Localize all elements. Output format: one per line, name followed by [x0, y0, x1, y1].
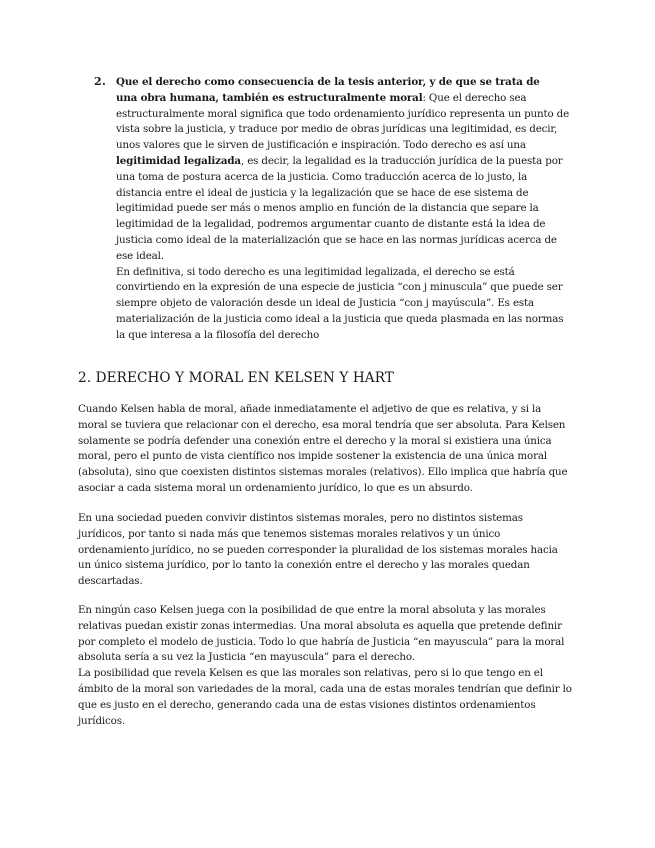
text-line: La posibilidad que revela Kelsen es que las morales son relativas, pero si lo que tengo en el	[78, 667, 543, 680]
text-line: por completo el modelo de justicia. Todo lo que habría de Justicia “en mayuscula” para la moral	[78, 635, 565, 648]
paragraph-kelsen-relative-moral	[78, 402, 578, 497]
text-line: siempre objeto de valoración desde un ideal de Justicia “con j mayúscula”. Es esta	[116, 297, 534, 310]
section-heading: 2. DERECHO Y MORAL EN KELSEN Y HART	[78, 370, 394, 386]
text-line: que es justo en el derecho, generando cada una de estas visiones distintos ordenamientos	[78, 698, 536, 711]
text-line: Que el derecho como consecuencia de la tesis anterior, y de que se trata de	[116, 76, 540, 88]
text-line: unos valores que le sirven de justificación e inspiración. Todo derecho es así una	[116, 139, 526, 152]
text-line: En una sociedad pueden convivir distintos sistemas morales, pero no distintos sistemas	[78, 512, 523, 524]
text-line: estructuralmente moral significa que todo ordenamiento jurídico representa un punto de	[116, 107, 570, 120]
text-line: una toma de postura acerca de la justicia. Como traducción acerca de lo justo, la	[116, 170, 528, 183]
list-item-number: 2.	[94, 75, 107, 88]
text-line: ese ideal.	[116, 249, 164, 262]
text-line: legitimidad de la legalidad, podremos argumentar cuanto de distante está la idea de	[116, 218, 546, 231]
text-line: solamente se podría defender una conexión entre el derecho y la moral si existiera una única	[78, 434, 552, 447]
list-item-text	[116, 75, 586, 344]
paragraph-absolute-moral	[78, 603, 578, 729]
text-line: la que interesa a la filosofía del derecho	[116, 328, 320, 341]
text-line: vista sobre la justicia, y traduce por medio de obras jurídicas una legitimidad, es decir,	[116, 123, 558, 136]
text-line: materialización de la justicia como ideal a la justicia que queda plasmada en las normas	[116, 312, 564, 325]
paragraph-society-systems	[78, 511, 578, 590]
text-line: En definitiva, si todo derecho es una legitimidad legalizada, el derecho se está	[116, 265, 515, 278]
text-line: moral se tuviera que relacionar con el derecho, esa moral tendría que ser absoluta. Para Kelsen	[78, 418, 566, 431]
text-line: ámbito de la moral son variedades de la moral, cada una de estas morales tendrían que definir lo	[78, 682, 572, 695]
text-line: absoluta sería a su vez la Justicia “en mayuscula” para el derecho.	[78, 651, 415, 664]
text-line: ordenamiento jurídico, no se pueden corresponder la pluralidad de los sistemas morales hacia	[78, 543, 558, 556]
text-line: legitimidad legalizada, es decir, la legalidad es la traducción jurídica de la puesta por	[116, 154, 563, 167]
text-line: distancia entre el ideal de justicia y la legalización que se hace de ese sistema de	[116, 186, 529, 199]
text-line: justicia como ideal de la materialización que se hace en las normas jurídicas acerca de	[116, 233, 557, 246]
text-line: jurídicos.	[78, 714, 125, 727]
text-line: En ningún caso Kelsen juega con la posibilidad de que entre la moral absoluta y las morales	[78, 604, 546, 616]
text-line: moral, pero el punto de vista científico nos impide sostener la existencia de una única moral	[78, 450, 547, 463]
text-line: asociar a cada sistema moral un ordenamiento jurídico, lo que es un absurdo.	[78, 481, 473, 494]
text-line: relativas puedan existir zonas intermedias. Una moral absoluta es aquella que pretende definir	[78, 619, 562, 632]
text-line: convirtiendo en la expresión de una especie de justicia “con j minuscula” que puede ser	[116, 281, 563, 294]
text-line: descartadas.	[78, 575, 143, 588]
text-line: legitimidad puede ser más o menos amplio en función de la distancia que separe la	[116, 202, 539, 215]
text-line: (absoluta), sino que coexisten distintos sistemas morales (relativos). Ello implica que habría que	[78, 466, 568, 479]
text-line: jurídicos, por tanto si nada más que tenemos sistemas morales relativos y un único	[78, 527, 501, 540]
text-line: Cuando Kelsen habla de moral, añade inmediatamente el adjetivo de que es relativa, y si la	[78, 403, 542, 415]
text-line: una obra humana, también es estructuralmente moral: Que el derecho sea	[116, 91, 527, 104]
text-line: un único sistema jurídico, por lo tanto la conexión entre el derecho y las morales quedan	[78, 559, 530, 572]
